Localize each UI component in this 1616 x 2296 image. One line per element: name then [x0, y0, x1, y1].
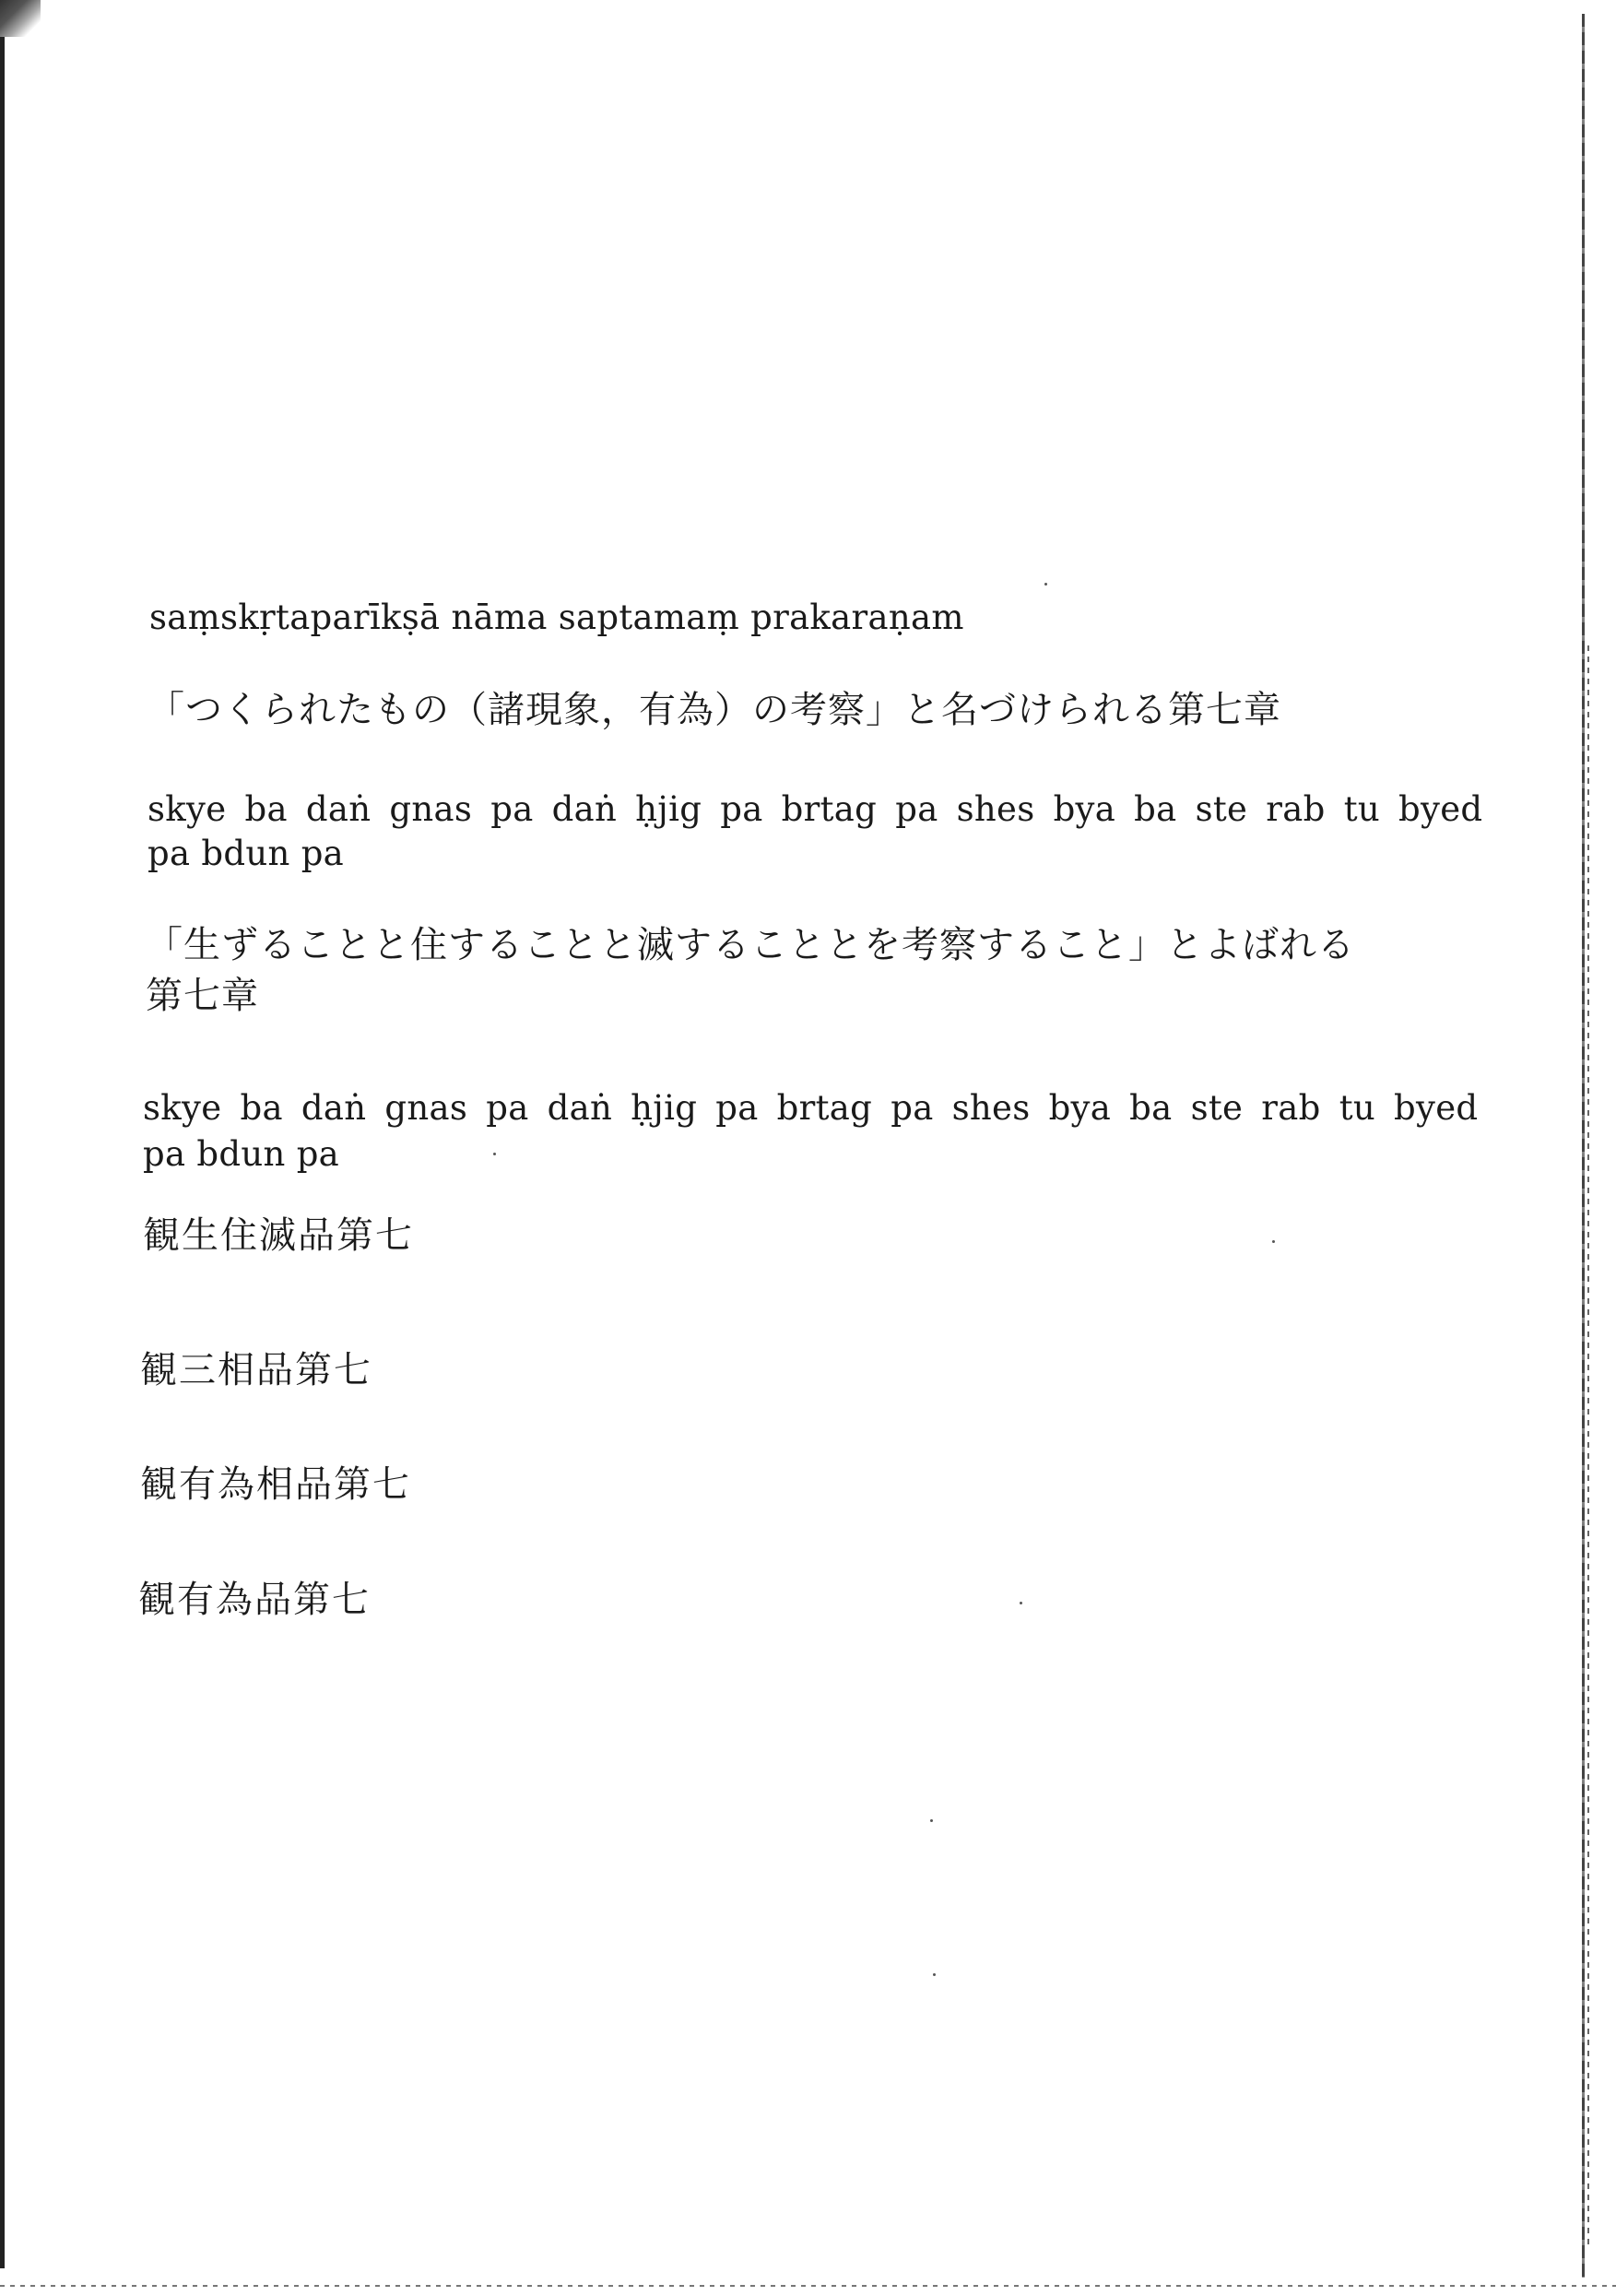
- chinese-title-3: 観有為相品第七: [140, 1463, 411, 1506]
- scan-speck: [1020, 1602, 1022, 1604]
- japanese-translation-line-2: 第七章: [146, 975, 259, 1017]
- chinese-title-2: 観三相品第七: [140, 1349, 372, 1391]
- scan-right-border-dots: [1587, 645, 1589, 2250]
- scan-speck: [1272, 1240, 1275, 1243]
- scan-right-border: [1582, 14, 1585, 2278]
- scan-speck: [493, 1153, 496, 1155]
- japanese-translation-line-1: 「生ずることと住することと滅することとを考察すること」とよばれる: [146, 924, 1355, 966]
- sanskrit-chapter-title: saṃskṛtaparīkṣā nāma saptamaṃ prakaraṇam: [149, 598, 964, 637]
- chinese-title-4: 観有為品第七: [138, 1579, 371, 1621]
- tibetan-title-line-2: pa bdun pa: [147, 834, 345, 873]
- scan-bottom-border: [0, 2285, 1616, 2287]
- tibetan-title-repeat-line-1: skye ba daṅ gnas pa daṅ ḥjig pa brtag pa shes bya ba ste rab tu byed: [143, 1088, 1479, 1128]
- scan-speck: [933, 1973, 936, 1976]
- chinese-title-1: 観生住滅品第七: [143, 1214, 414, 1257]
- scan-left-border: [0, 0, 5, 2268]
- scan-speck: [930, 1819, 933, 1822]
- japanese-chapter-title: 「つくられたもの（諸現象，有為）の考察」と名づけられる第七章: [147, 689, 1281, 731]
- scan-corner-mark: [0, 0, 41, 37]
- tibetan-title-repeat-line-2: pa bdun pa: [143, 1134, 340, 1174]
- tibetan-title-line-1: skye ba daṅ gnas pa daṅ ḥjig pa brtag pa shes bya ba ste rab tu byed: [147, 789, 1483, 829]
- scan-speck: [1044, 583, 1047, 586]
